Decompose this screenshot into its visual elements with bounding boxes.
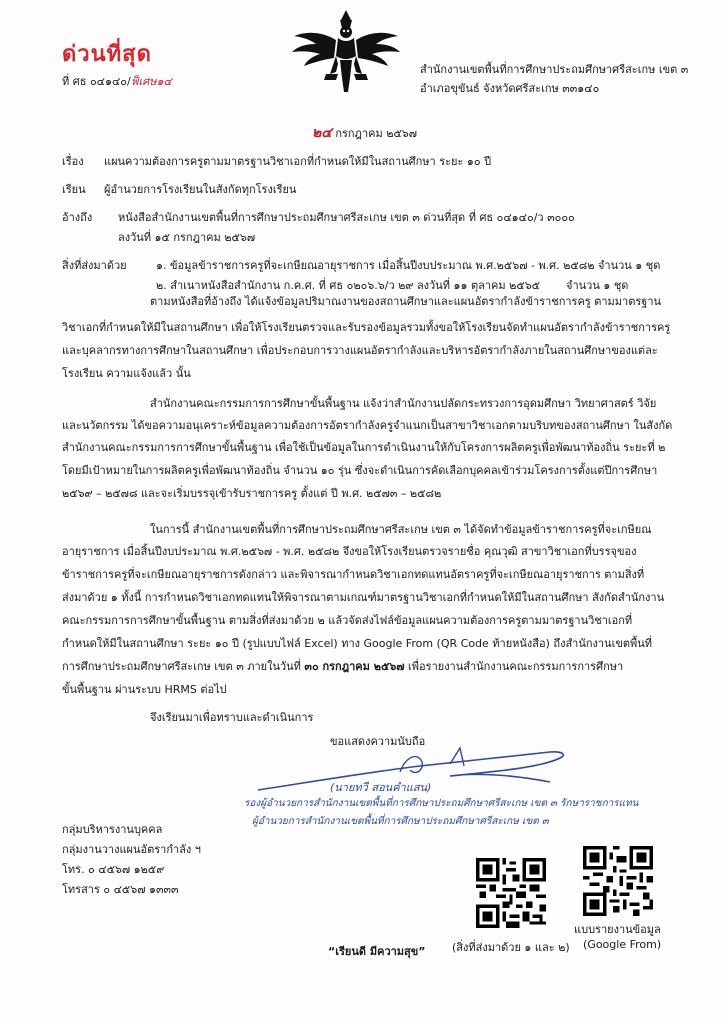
qr1-caption: (สิ่งที่ส่งมาด้วย ๑ และ ๒) bbox=[452, 941, 570, 954]
phone-number: โทร. ๐ ๔๕๖๗ ๑๒๕๙ bbox=[62, 863, 165, 876]
body-paragraph-3-line: คณะกรรมการการศึกษาขั้นพื้นฐาน ตามสิ่งที่ส่งมาด้วย ๒ แล้วจัดส่งไฟล์ข้อมูลแผนความต้องการครูตามมาตรฐานวิชาเอกที่ bbox=[62, 614, 633, 627]
garuda-emblem-icon bbox=[286, 8, 406, 96]
reference-text-1: หนังสือสำนักงานเขตพื้นที่การศึกษาประถมศึกษาศรีสะเกษ เขต ๓ ด่วนที่สุด ที่ ศธ ๐๔๑๔๐/ว ๓๐๐๐ bbox=[118, 211, 575, 224]
deadline-date: ๓๐ กรกฎาคม ๒๕๖๗ bbox=[304, 660, 405, 673]
attachment-item-2: ๒. สำเนาหนังสือสำนักงาน ก.ค.ศ. ที่ ศธ ๐๒๐๖.๖/ว ๒๙ ลงวันที่ ๑๑ ตุลาคม ๒๕๖๕ bbox=[156, 279, 541, 292]
qr-code-google-form-icon[interactable] bbox=[583, 846, 653, 916]
contact-block bbox=[62, 820, 201, 900]
attachment-label: สิ่งที่ส่งมาด้วย bbox=[62, 259, 127, 272]
body-paragraph-2-line: สำนักงานคณะกรรมการการศึกษาขั้นพื้นฐาน แจ้งว่าสำนักงานปลัดกระทรวงการอุดมศึกษา วิทยาศาสตร์ วิจัย bbox=[150, 397, 657, 410]
subject-line bbox=[62, 152, 491, 172]
qr2-caption-title: แบบรายงานข้อมูล bbox=[574, 923, 661, 936]
attachment-item-2-qty: จำนวน ๑ ชุด bbox=[566, 279, 629, 292]
signer-name: (นายทวี สอนคำแสน) bbox=[330, 781, 432, 794]
fax-number: โทรสาร ๐ ๔๕๖๗ ๑๓๓๓ bbox=[62, 883, 179, 896]
attachment-item-1: ๑. ข้อมูลข้าราชการครูที่จะเกษียณอายุราชการ เมื่อสิ้นปีงบประมาณ พ.ศ.๒๕๖๗ - พ.ศ. ๒๕๘๒ จำนวน ๑ ชุด bbox=[156, 259, 661, 272]
body-paragraph-3-end: ขั้นพื้นฐาน ผ่านระบบ HRMS ต่อไป bbox=[62, 683, 227, 696]
department-name: กลุ่มบริหารงานบุคคล bbox=[62, 823, 163, 836]
body-paragraph-2-line: โดยมีเป้าหมายในการผลิตครูเพื่อพัฒนาท้องถิ่น จำนวน ๑๐ รุ่น ซึ่งจะดำเนินการคัดเลือกบุคคลเข้าร่วมโครงการตั้งแต่ปีการศึกษา bbox=[62, 464, 658, 477]
document-number-handwritten: ฟ็เศษ๑๔ bbox=[130, 75, 172, 88]
salutation-line bbox=[62, 180, 296, 200]
deadline-purpose: เพื่อรายงานสำนักงานคณะกรรมการการศึกษา bbox=[404, 660, 624, 673]
office-address bbox=[420, 60, 688, 98]
qr-code-attachments-icon[interactable] bbox=[476, 858, 546, 928]
body-paragraph-3-line: ข้าราชการครูที่จะเกษียณอายุราชการดังกล่าว และพิจารณากำหนดวิชาเอกทดแทนอัตราครูที่จะเกษียณอายุราชการ ตามสิ่งที่ bbox=[62, 568, 645, 581]
attachment-line-1 bbox=[62, 256, 660, 276]
office-name: สำนักงานเขตพื้นที่การศึกษาประถมศึกษาศรีสะเกษ เขต ๓ bbox=[420, 63, 689, 76]
document-number bbox=[62, 72, 172, 90]
body-paragraph-3-line: อายุราชการ เมื่อสิ้นปีงบประมาณ พ.ศ.๒๕๖๗ - พ.ศ. ๒๕๘๒ จึงขอให้โรงเรียนตรวจรายชื่อ คุณวุฒิ สาขาวิชาเอกที่บรรจุของ bbox=[62, 545, 637, 558]
salutation-label: เรียน bbox=[62, 183, 86, 196]
reference-label: อ้างถึง bbox=[62, 211, 93, 224]
motto: “เรียนดี มีความสุข” bbox=[328, 945, 426, 958]
urgent-stamp: ด่วนที่สุด bbox=[62, 41, 152, 67]
salutation-text: ผู้อำนวยการโรงเรียนในสังกัดทุกโรงเรียน bbox=[104, 183, 297, 196]
reference-line bbox=[62, 208, 575, 228]
body-paragraph-2-line: ๒๕๖๙ – ๒๕๗๘ และจะเริ่มบรรจุเข้ารับราชการครู ตั้งแต่ ปี พ.ศ. ๒๕๗๓ – ๒๕๘๒ bbox=[62, 487, 442, 500]
closing-request: จึงเรียนมาเพื่อทราบและดำเนินการ bbox=[150, 711, 314, 724]
qr2-caption-subtitle: (Google From) bbox=[583, 938, 662, 951]
section-name: กลุ่มงานวางแผนอัตรากำลัง ฯ bbox=[62, 843, 201, 856]
subject-text: แผนความต้องการครูตามมาตรฐานวิชาเอกที่กำหนดให้มีในสถานศึกษา ระยะ ๑๐ ปี bbox=[104, 155, 492, 168]
deadline-intro: การศึกษาประถมศึกษาศรีสะเกษ เขต ๓ ภายในวันที่ bbox=[62, 660, 305, 673]
body-paragraph-1-line: วิชาเอกที่กำหนดให้มีในสถานศึกษา เพื่อให้โรงเรียนตรวจและรับรองข้อมูลรวมทั้งขอให้โรงเรียนจัดทำแผนอัตรากำลังข้าราชการครู bbox=[62, 321, 671, 334]
office-location: อำเภอขุขันธ์ จังหวัดศรีสะเกษ ๓๓๑๔๐ bbox=[420, 82, 600, 95]
document-number-prefix: ที่ ศธ ๐๔๑๔๐/ bbox=[62, 75, 131, 88]
signer-position-2: ผู้อำนวยการสำนักงานเขตพื้นที่การศึกษาประถมศึกษาศรีสะเกษ เขต ๓ bbox=[252, 816, 549, 827]
body-paragraph-3-line: ส่งมาด้วย ๑ ทั้งนี้ การกำหนดวิชาเอกทดแทนให้พิจารณาตามเกณฑ์มาตรฐานวิชาเอกที่กำหนดให้มีในสถานศึกษา สังกัดสำนักงาน bbox=[62, 591, 665, 604]
courtesy-closing: ขอแสดงความนับถือ bbox=[330, 735, 426, 748]
reference-date: ลงวันที่ ๑๕ กรกฎาคม ๒๕๖๗ bbox=[118, 231, 256, 244]
body-paragraph-1-line: และบุคลากรทางการศึกษาในสถานศึกษา เพื่อประกอบการวางแผนอัตรากำลังและบริหารอัตรากำลังภายในสถานศึกษาของแต่ละ bbox=[62, 344, 658, 357]
body-paragraph-3-line: ในการนี้ สำนักงานเขตพื้นที่การศึกษาประถมศึกษาศรีสะเกษ เขต ๓ ได้จัดทำข้อมูลข้าราชการครูที่จะเกษียณ bbox=[150, 523, 652, 536]
body-paragraph-2-line: และนวัตกรรม ได้ขอความอนุเคราะห์ข้อมูลความต้องการอัตรากำลังครูจำแนกเป็นสาขาวิชาเอกตามบริบทของสถานศึกษา ในสังกัด bbox=[62, 419, 673, 432]
body-paragraph-2-line: สำนักงานคณะกรรมการการศึกษาขั้นพื้นฐาน เพื่อใช้เป็นข้อมูลในการดำเนินงานให้กับโครงการผลิตครูเพื่อพัฒนาท้องถิ่น ระยะที่ ๒ bbox=[62, 441, 666, 454]
date-day-handwritten: ๒๔ bbox=[312, 125, 332, 141]
subject-label: เรื่อง bbox=[62, 155, 84, 168]
body-paragraph-3-deadline-line bbox=[62, 657, 623, 677]
date-month-year: กรกฎาคม ๒๕๖๗ bbox=[335, 127, 418, 140]
body-paragraph-3-line: กำหนดให้มีในสถานศึกษา ระยะ ๑๐ ปี (รูปแบบไฟล์ Excel) ทาง Google From (QR Code ท้ายหนังสือ) ถึงสำนักงานเขตพื้นที่ bbox=[62, 637, 653, 650]
letter-date bbox=[312, 122, 417, 144]
signer-position-1: รองผู้อำนวยการสำนักงานเขตพื้นที่การศึกษาประถมศึกษาศรีสะเกษ เขต ๓ รักษาราชการแทน bbox=[244, 798, 639, 809]
body-paragraph-1-line: โรงเรียน ความแจ้งแล้ว นั้น bbox=[62, 367, 191, 380]
body-paragraph-1-line: ตามหนังสือที่อ้างถึง ได้แจ้งข้อมูลปริมาณงานของสถานศึกษาและแผนอัตรากำลังข้าราชการครู ตามมาตรฐาน bbox=[150, 295, 662, 308]
